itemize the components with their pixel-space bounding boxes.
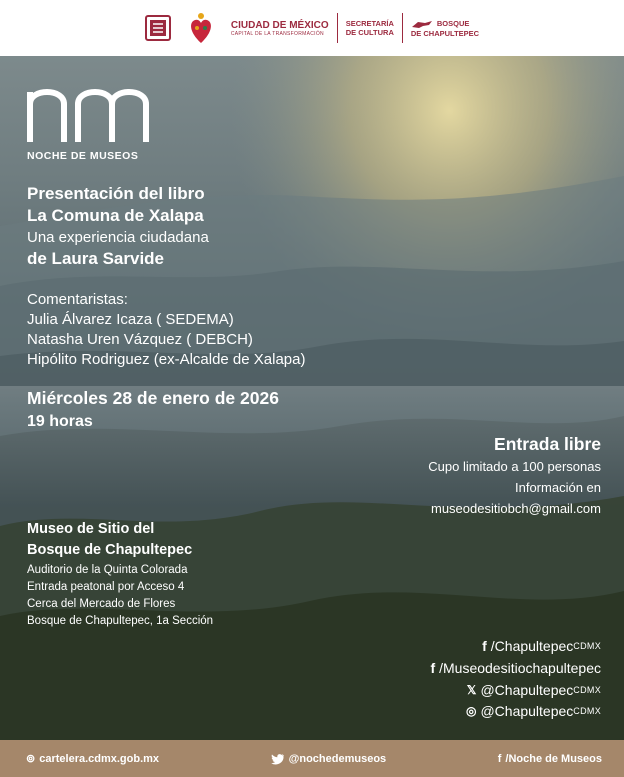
footer-facebook[interactable] (498, 753, 602, 765)
twitter-bird-icon (271, 753, 285, 765)
social-facebook-museo[interactable] (430, 660, 601, 676)
entry-email[interactable]: museodesitiobch@gmail.com (431, 501, 601, 516)
social-instagram-chapultepec[interactable] (466, 703, 601, 719)
hero-poster (0, 56, 624, 740)
footer-facebook-text: /Noche de Museos (505, 752, 602, 765)
cdmx-title: CIUDAD DE MÉXICO (230, 19, 329, 31)
secretaria-line2: DE CULTURA (345, 28, 394, 37)
social-handle: @Chapultepec (480, 682, 574, 698)
event-line1: Presentación del libro (27, 184, 205, 203)
social-handle: @Chapultepec (480, 703, 574, 719)
grasshopper-icon (411, 19, 433, 29)
heart-emblem-logo (179, 8, 223, 48)
venue-detail: Bosque de Chapultepec, 1a Sección (27, 615, 214, 627)
venue-name-line1: Museo de Sitio del (27, 521, 155, 537)
bosque-line2: DE CHAPULTEPEC (410, 28, 480, 38)
footer-website-text: cartelera.cdmx.gob.mx (39, 752, 160, 765)
venue-detail: Auditorio de la Quinta Colorada (27, 564, 188, 576)
commentator-item: Julia Álvarez Icaza ( SEDEMA) (27, 311, 234, 328)
social-facebook-chapultepec[interactable] (482, 638, 601, 654)
social-handle-suffix: CDMX (573, 641, 601, 651)
social-x-chapultepec[interactable] (467, 682, 601, 698)
footer-bar (0, 740, 624, 777)
entry-capacity: Cupo limitado a 100 personas (428, 459, 601, 474)
event-time: 19 horas (27, 413, 93, 430)
entry-info-label: Información en (515, 480, 601, 495)
bosque-chapultepec-block (403, 8, 487, 48)
social-handle: /Chapultepec (490, 638, 574, 654)
entry-title: Entrada libre (494, 434, 601, 454)
header-logos (0, 0, 624, 56)
cdmx-shield-logo (137, 8, 179, 48)
commentator-item: Natasha Uren Vázquez ( DEBCH) (27, 331, 253, 348)
facebook-icon: f (482, 638, 487, 654)
bosque-line1: BOSQUE (436, 19, 470, 28)
brand-name: NOCHE DE MUSEOS (27, 150, 139, 162)
secretaria-cultura-block (338, 8, 402, 48)
commentators-label: Comentaristas: (27, 291, 128, 308)
event-book-title: La Comuna de Xalapa (27, 206, 204, 225)
cdmx-title-block (223, 8, 337, 48)
cdmx-subtitle: CAPITAL DE LA TRANSFORMACIÓN (230, 30, 324, 37)
commentator-item: Hipólito Rodriguez (ex-Alcalde de Xalapa) (27, 351, 306, 368)
footer-twitter[interactable] (271, 753, 387, 765)
event-date: Miércoles 28 de enero de 2026 (27, 388, 279, 408)
venue-name-line2: Bosque de Chapultepec (27, 542, 193, 558)
social-handle-suffix: CDMX (573, 685, 601, 695)
venue-detail: Cerca del Mercado de Flores (27, 598, 176, 610)
at-globe-icon: ⊚ (26, 753, 36, 765)
facebook-icon: f (497, 752, 502, 765)
footer-website[interactable] (26, 752, 159, 765)
noche-de-museos-logo (26, 82, 156, 144)
facebook-icon: f (430, 660, 436, 676)
instagram-icon: ◎ (465, 704, 477, 718)
social-handle-suffix: CDMX (573, 706, 601, 716)
footer-twitter-text: @nochedemuseos (288, 752, 387, 765)
social-handle: /Museodesitiochapultepec (439, 660, 601, 676)
secretaria-line1: SECRETARÍA (345, 19, 394, 28)
event-author: de Laura Sarvide (27, 249, 165, 268)
event-book-subtitle: Una experiencia ciudadana (27, 229, 209, 246)
venue-detail: Entrada peatonal por Acceso 4 (27, 581, 185, 593)
x-icon: 𝕏 (466, 683, 477, 697)
